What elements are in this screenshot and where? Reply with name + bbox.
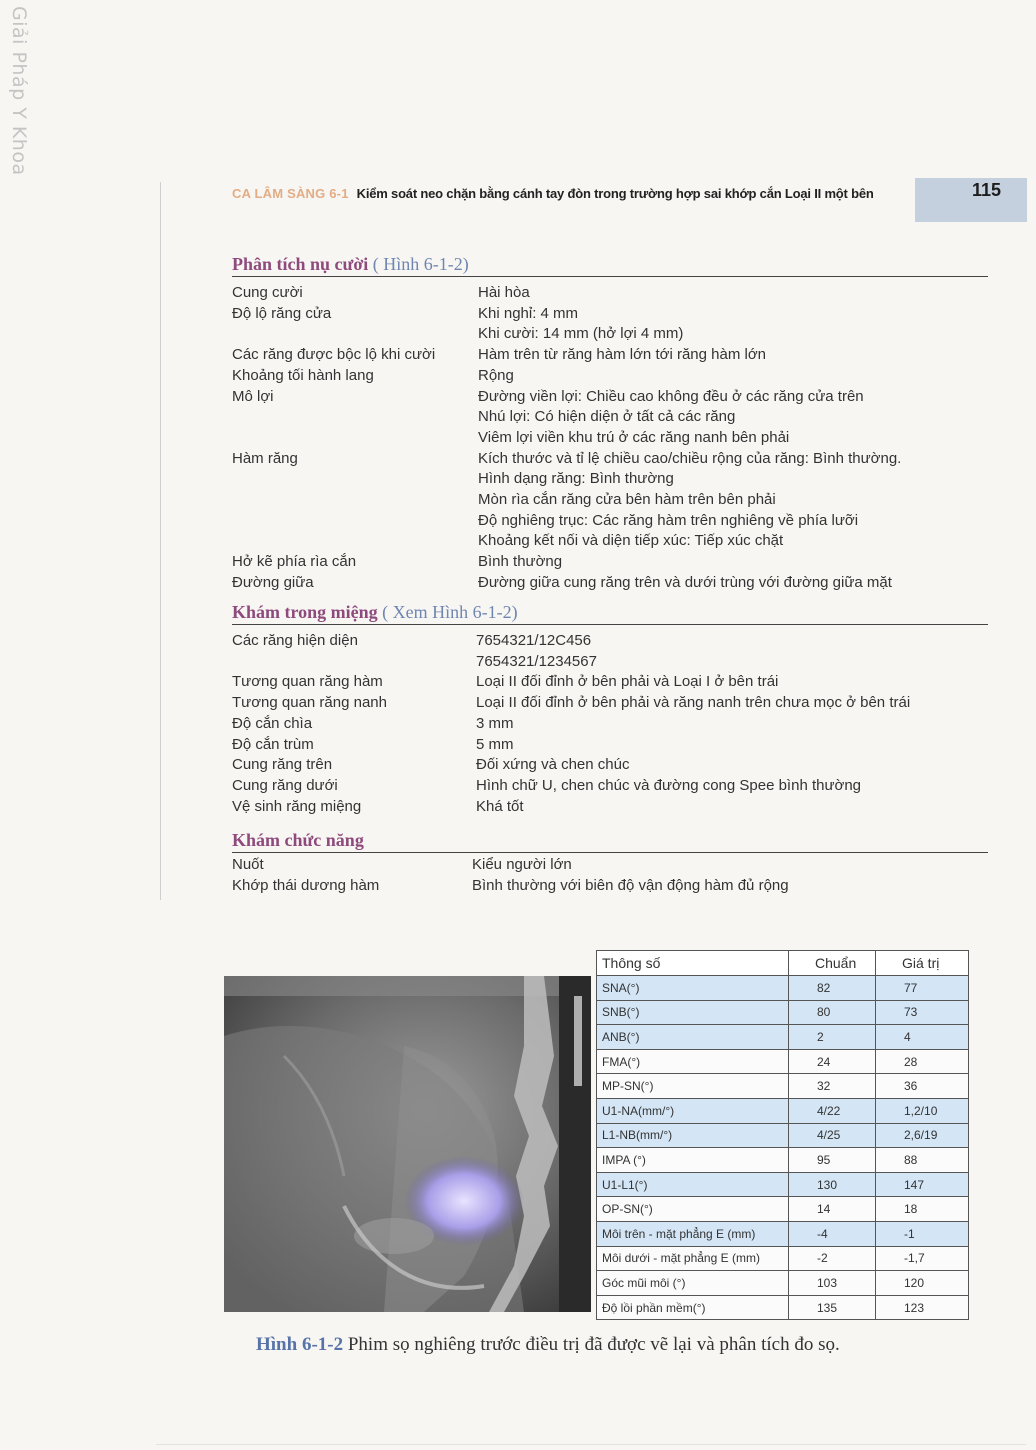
section-rows: [232, 277, 988, 594]
info-row: [232, 755, 988, 776]
column-header-norm: Chuẩn: [789, 951, 876, 976]
row-value: Kiểu người lớn: [472, 856, 572, 873]
table-row: [597, 1271, 969, 1296]
row-label: [232, 407, 478, 428]
table-cell-param: Độ lồi phần mềm(°): [597, 1295, 789, 1320]
row-label: [232, 511, 478, 532]
row-label: Hở kẽ phía rìa cắn: [232, 553, 357, 571]
info-row: [232, 531, 988, 552]
row-value: Độ nghiêng trục: Các răng hàm trên nghiêng về phía lưỡi: [478, 511, 859, 529]
table-cell-norm: 130: [789, 1172, 876, 1197]
bottom-rule: [156, 1444, 1026, 1445]
info-row: [232, 449, 988, 470]
figure-ref: ( Hình 6-1-2): [368, 254, 469, 274]
info-row: [232, 797, 988, 818]
row-value: Viêm lợi viền khu trú ở các răng nanh bên phải: [478, 428, 790, 446]
info-row: [232, 855, 988, 876]
row-value: Rộng: [478, 366, 514, 384]
figure-caption: [256, 1334, 840, 1356]
section-title-text: Phân tích nụ cười: [232, 254, 369, 274]
cephalometric-xray-image: [224, 976, 591, 1312]
row-value: Nhú lợi: Có hiện diện ở tất cả các răng: [478, 408, 736, 426]
table-cell-value: -1,7: [876, 1246, 969, 1271]
row-label: [232, 324, 478, 345]
table-cell-param: MP-SN(°): [597, 1074, 789, 1099]
table-cell-value: 2,6/19: [876, 1123, 969, 1148]
row-value: Loại II đối đỉnh ở bên phải và răng nanh trên chưa mọc ở bên trái: [476, 694, 911, 712]
table-row: [597, 1197, 969, 1222]
row-value: Loại II đối đỉnh ở bên phải và Loại I ở bên trái: [476, 673, 779, 691]
table-cell-value: 77: [876, 976, 969, 1001]
table-cell-param: IMPA (°): [597, 1148, 789, 1173]
row-value: Hàm trên từ răng hàm lớn tới răng hàm lớn: [478, 346, 766, 364]
table-cell-norm: 4/22: [789, 1098, 876, 1123]
table-row: [597, 1221, 969, 1246]
info-row: [232, 387, 988, 408]
info-row: [232, 490, 988, 511]
info-row: [232, 714, 988, 735]
table-cell-value: 147: [876, 1172, 969, 1197]
table-cell-value: 73: [876, 1000, 969, 1025]
row-label: Đường giữa: [232, 573, 314, 591]
row-label: Hàm răng: [232, 449, 298, 467]
row-label: [232, 490, 478, 511]
row-label: Cung răng trên: [232, 756, 333, 774]
info-row: [232, 631, 988, 652]
table-cell-value: 18: [876, 1197, 969, 1222]
table-cell-param: Môi dưới - mặt phẳng E (mm): [597, 1246, 789, 1271]
column-header-value: Giá trị: [876, 951, 969, 976]
table-cell-param: Góc mũi môi (°): [597, 1271, 789, 1296]
row-label: Cung cười: [232, 284, 303, 301]
table-row: [597, 1148, 969, 1173]
info-row: [232, 672, 988, 693]
table-row: [597, 1074, 969, 1099]
row-value: 7654321/1234567: [476, 652, 597, 670]
watermark-text: Giải Pháp Y Khoa: [8, 6, 30, 176]
row-label: Độ lộ răng cửa: [232, 304, 332, 322]
row-label: [232, 652, 476, 673]
intraoral-exam-section: [232, 600, 988, 817]
figure-label: Hình 6-1-2: [256, 1334, 344, 1355]
row-label: Mô lợi: [232, 387, 274, 405]
info-row: [232, 324, 988, 345]
page-number: 115: [972, 180, 1002, 200]
row-value: 3 mm: [476, 714, 514, 732]
table-cell-norm: 14: [789, 1197, 876, 1222]
row-value: Bình thường với biên độ vận động hàm đủ rộng: [472, 876, 789, 894]
column-header-parameter: Thông số: [597, 951, 789, 976]
table-row: [597, 1000, 969, 1025]
info-row: [232, 876, 988, 897]
table-cell-norm: 24: [789, 1049, 876, 1074]
table-row: [597, 1049, 969, 1074]
section-title: [232, 828, 988, 853]
section-rows: [232, 853, 988, 896]
info-row: [232, 366, 988, 387]
table-cell-value: 88: [876, 1148, 969, 1173]
xray-drawing: [224, 976, 591, 1312]
table-cell-value: 120: [876, 1271, 969, 1296]
info-row: [232, 652, 988, 673]
info-row: [232, 283, 988, 304]
row-value: Bình thường: [478, 553, 563, 571]
row-label: Khớp thái dương hàm: [232, 876, 380, 894]
table-cell-param: FMA(°): [597, 1049, 789, 1074]
margin-rule: [160, 182, 161, 900]
table-cell-value: 4: [876, 1025, 969, 1050]
row-label: Các răng được bộc lộ khi cười: [232, 346, 436, 364]
row-value: Mòn rìa cắn răng cửa bên hàm trên bên phải: [478, 491, 776, 509]
info-row: [232, 511, 988, 532]
table-cell-norm: 2: [789, 1025, 876, 1050]
table-cell-value: 123: [876, 1295, 969, 1320]
row-value: Khi nghỉ: 4 mm: [478, 304, 579, 322]
row-value: 7654321/12C456: [476, 632, 592, 649]
row-value: Hình dạng răng: Bình thường: [478, 470, 674, 488]
info-row: [232, 304, 988, 325]
section-title: [232, 252, 988, 277]
section-rows: [232, 625, 988, 817]
row-value: Kích thước và tỉ lệ chiều cao/chiều rộng của răng: Bình thường.: [478, 449, 902, 467]
table-body: [597, 976, 969, 1320]
table-row: [597, 1246, 969, 1271]
table-cell-norm: 4/25: [789, 1123, 876, 1148]
row-value: Đường giữa cung răng trên và dưới trùng với đường giữa mặt: [478, 573, 892, 591]
smile-analysis-section: [232, 252, 988, 594]
caption-text: Phim sọ nghiêng trước điều trị đã được vẽ lại và phân tích đo sọ.: [343, 1334, 840, 1355]
row-value: Khá tốt: [476, 797, 524, 815]
table-cell-norm: 135: [789, 1295, 876, 1320]
table-row: [597, 1123, 969, 1148]
info-row: [232, 573, 988, 594]
row-value: Hình chữ U, chen chúc và đường cong Spee bình thường: [476, 776, 862, 794]
section-title: [232, 600, 988, 625]
figure-ref: ( Xem Hình 6-1-2): [377, 602, 518, 622]
table-cell-param: Môi trên - mặt phẳng E (mm): [597, 1221, 789, 1246]
running-header: [232, 180, 912, 206]
functional-exam-section: [232, 828, 988, 896]
row-label: Cung răng dưới: [232, 776, 338, 794]
table-cell-param: OP-SN(°): [597, 1197, 789, 1222]
row-label: Độ cắn trùm: [232, 735, 314, 753]
table-cell-norm: 95: [789, 1148, 876, 1173]
row-value: Đối xứng và chen chúc: [476, 756, 630, 774]
info-row: [232, 735, 988, 756]
info-row: [232, 345, 988, 366]
table-cell-value: -1: [876, 1221, 969, 1246]
table-row: [597, 976, 969, 1001]
row-label: Độ cắn chìa: [232, 714, 313, 732]
case-label: CA LÂM SÀNG 6-1: [232, 185, 349, 201]
table-cell-value: 1,2/10: [876, 1098, 969, 1123]
table-cell-norm: 82: [789, 976, 876, 1001]
row-value: Khoảng kết nối và diện tiếp xúc: Tiếp xúc chặt: [478, 532, 784, 550]
row-label: Các răng hiện diện: [232, 632, 358, 649]
table-cell-norm: 80: [789, 1000, 876, 1025]
table-cell-param: L1-NB(mm/°): [597, 1123, 789, 1148]
table-cell-norm: -4: [789, 1221, 876, 1246]
table-cell-param: SNA(°): [597, 976, 789, 1001]
table-row: [597, 1025, 969, 1050]
row-label: Khoảng tối hành lang: [232, 366, 374, 384]
section-title-text: Khám trong miệng: [232, 602, 378, 622]
table-cell-param: ANB(°): [597, 1025, 789, 1050]
table-cell-norm: 32: [789, 1074, 876, 1099]
table-cell-value: 36: [876, 1074, 969, 1099]
table-cell-param: U1-L1(°): [597, 1172, 789, 1197]
row-value: Đường viền lợi: Chiều cao không đều ở các răng cửa trên: [478, 387, 864, 405]
row-label: [232, 469, 478, 490]
table-cell-param: SNB(°): [597, 1000, 789, 1025]
table-cell-value: 28: [876, 1049, 969, 1074]
section-title-text: Khám chức năng: [232, 830, 364, 850]
table-row: [597, 1172, 969, 1197]
cephalometric-table: [596, 950, 969, 1320]
table-row: [597, 1295, 969, 1320]
table-row: [597, 1098, 969, 1123]
case-title: Kiểm soát neo chặn bằng cánh tay đòn trong trường hợp sai khớp cắn Loại II một bên: [356, 185, 874, 201]
info-row: [232, 552, 988, 573]
info-row: [232, 469, 988, 490]
table-cell-param: U1-NA(mm/°): [597, 1098, 789, 1123]
table-cell-norm: 103: [789, 1271, 876, 1296]
row-label: [232, 531, 478, 552]
page-number-tab: [915, 178, 1027, 222]
info-row: [232, 693, 988, 714]
info-row: [232, 407, 988, 428]
info-row: [232, 776, 988, 797]
row-value: 5 mm: [476, 735, 514, 753]
row-label: [232, 428, 478, 449]
table-cell-norm: -2: [789, 1246, 876, 1271]
info-row: [232, 428, 988, 449]
row-label: Tương quan răng hàm: [232, 673, 383, 691]
row-label: Vệ sinh răng miệng: [232, 797, 362, 815]
row-label: Nuốt: [232, 856, 264, 873]
table-header-row: [597, 951, 969, 976]
row-value: Khi cười: 14 mm (hở lợi 4 mm): [478, 325, 684, 343]
row-value: Hài hòa: [478, 284, 530, 301]
row-label: Tương quan răng nanh: [232, 694, 387, 712]
